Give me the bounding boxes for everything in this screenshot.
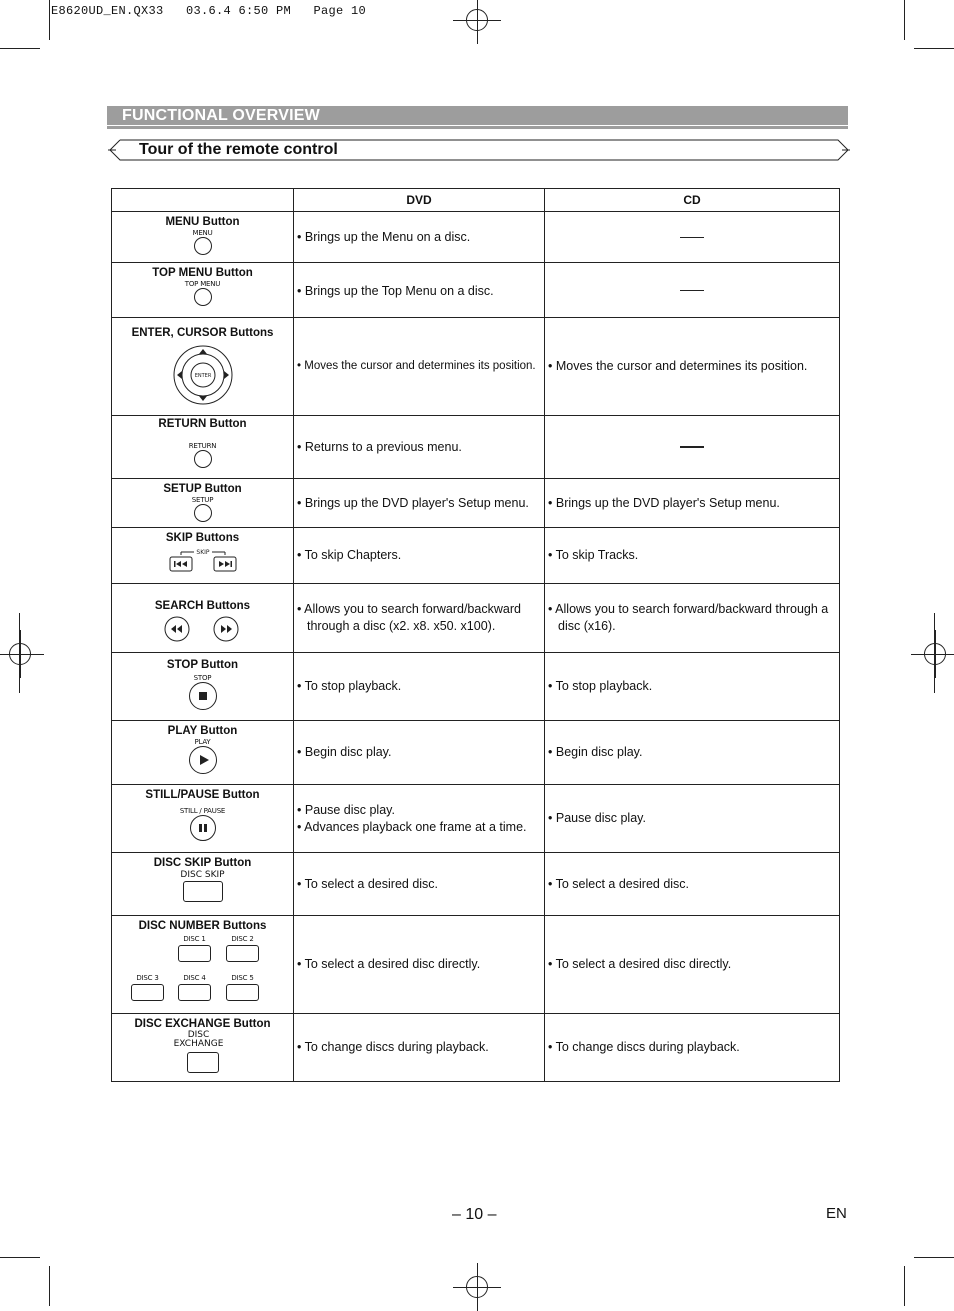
setup-button-icon xyxy=(194,504,212,522)
cd-cell xyxy=(545,416,840,479)
cd-description: • To select a desired disc directly. xyxy=(548,957,732,971)
cd-cell xyxy=(545,853,840,916)
table-row xyxy=(112,1014,840,1082)
not-applicable-dash xyxy=(680,237,704,238)
dvd-description: • To skip Chapters. xyxy=(297,548,402,562)
dvd-cell xyxy=(294,916,545,1014)
stop-button-icon xyxy=(189,682,217,710)
button-cell xyxy=(112,916,294,1014)
button-cell xyxy=(112,212,294,263)
button-name: DISC NUMBER Buttons xyxy=(138,920,267,932)
header-cell-cd: CD xyxy=(545,189,840,212)
button-name: SETUP Button xyxy=(163,483,242,495)
cd-cell xyxy=(545,653,840,721)
header-cell-dvd: DVD xyxy=(294,189,545,212)
cd-cell xyxy=(545,721,840,785)
subsection-title: Tour of the remote control xyxy=(139,141,338,158)
dvd-cell xyxy=(294,721,545,785)
cd-cell xyxy=(545,318,840,416)
registration-mark xyxy=(9,643,31,665)
button-name: SEARCH Buttons xyxy=(154,600,251,612)
dvd-description: • Advances playback one frame at a time. xyxy=(297,819,527,834)
button-name: STILL/PAUSE Button xyxy=(145,789,260,801)
dvd-description: • To select a desired disc directly. xyxy=(297,957,481,971)
button-cell xyxy=(112,479,294,528)
table-row xyxy=(112,916,840,1014)
table-row xyxy=(112,721,840,785)
disc-number-buttons-icon: DISC 1 DISC 2 DISC 3 DISC 4 DISC 5 xyxy=(123,933,283,1007)
cd-description: • Brings up the DVD player's Setup menu. xyxy=(548,495,780,510)
button-name: TOP MENU Button xyxy=(152,267,253,279)
button-cell xyxy=(112,1014,294,1082)
language-code: EN xyxy=(826,1205,847,1222)
cd-description: • Moves the cursor and determines its position. xyxy=(548,359,808,373)
dvd-description: • Brings up the Menu on a disc. xyxy=(297,229,471,244)
button-label: SETUP xyxy=(191,496,214,504)
cd-cell xyxy=(545,584,840,653)
cd-description: • To skip Tracks. xyxy=(548,548,639,562)
return-button-icon xyxy=(194,450,212,468)
crop-mark xyxy=(0,48,40,49)
dvd-cell xyxy=(294,479,545,528)
cd-cell xyxy=(545,785,840,853)
table-row xyxy=(112,653,840,721)
play-button-icon xyxy=(189,746,217,774)
table-row xyxy=(112,416,840,479)
cd-cell xyxy=(545,479,840,528)
registration-mark xyxy=(466,1276,488,1298)
dvd-cell xyxy=(294,318,545,416)
dvd-description: • To change discs during playback. xyxy=(297,1040,489,1054)
button-name: DISC EXCHANGE Button xyxy=(134,1018,271,1030)
dvd-cell xyxy=(294,785,545,853)
cd-description: • To change discs during playback. xyxy=(548,1040,740,1054)
button-name: STOP Button xyxy=(166,659,239,671)
print-slug: E8620UD_EN.QX33 03.6.4 6:50 PM Page 10 xyxy=(51,4,367,18)
table-row xyxy=(112,528,840,584)
button-label: STOP xyxy=(193,674,212,682)
cd-cell xyxy=(545,1014,840,1082)
skip-buttons-icon xyxy=(168,546,238,574)
button-label: PLAY xyxy=(194,738,211,746)
functional-overview-table xyxy=(111,188,840,1082)
dvd-cell xyxy=(294,1014,545,1082)
registration-mark xyxy=(924,643,946,665)
dvd-cell xyxy=(294,528,545,584)
top-menu-button-icon xyxy=(194,288,212,306)
table-row xyxy=(112,212,840,263)
table-row xyxy=(112,263,840,318)
search-buttons-icon xyxy=(163,614,243,644)
dvd-cell xyxy=(294,653,545,721)
section-header-underline xyxy=(107,126,848,129)
pause-button-icon xyxy=(190,815,216,841)
not-applicable-dash xyxy=(680,446,704,448)
button-name: ENTER, CURSOR Buttons xyxy=(131,327,274,339)
button-label: DISC EXCHANGE xyxy=(173,1030,224,1049)
button-cell xyxy=(112,318,294,416)
button-name: RETURN Button xyxy=(158,418,247,430)
cd-description: • Pause disc play. xyxy=(548,811,646,825)
cd-cell xyxy=(545,916,840,1014)
dvd-description: • Returns to a previous menu. xyxy=(297,439,462,454)
button-label: TOP MENU xyxy=(184,280,221,288)
button-label: RETURN xyxy=(188,442,217,450)
cursor-pad-icon xyxy=(171,344,235,406)
button-cell xyxy=(112,721,294,785)
crop-mark xyxy=(0,1257,40,1258)
disc-skip-button-icon xyxy=(183,881,223,902)
table-header-row xyxy=(112,189,840,212)
button-label: MENU xyxy=(192,229,213,237)
page-number: – 10 – xyxy=(452,1206,497,1223)
menu-button-icon xyxy=(194,237,212,255)
button-label: DISC SKIP xyxy=(180,870,225,880)
cd-description: • Allows you to search forward/backward through a disc (x16). xyxy=(548,602,829,633)
table-row xyxy=(112,318,840,416)
button-cell xyxy=(112,416,294,479)
dvd-description: • Moves the cursor and determines its position. xyxy=(297,360,536,372)
dvd-description: • Brings up the DVD player's Setup menu. xyxy=(297,495,529,510)
dvd-description: • Pause disc play. xyxy=(297,802,395,817)
crop-mark xyxy=(49,0,50,40)
button-cell xyxy=(112,584,294,653)
dvd-cell xyxy=(294,584,545,653)
dvd-description: • To select a desired disc. xyxy=(297,876,439,891)
button-label: STILL / PAUSE xyxy=(179,807,226,815)
crop-mark xyxy=(49,1266,50,1306)
button-cell xyxy=(112,785,294,853)
button-cell xyxy=(112,528,294,584)
dvd-description: • Brings up the Top Menu on a disc. xyxy=(297,284,494,298)
button-name: SKIP Buttons xyxy=(165,532,240,544)
crop-mark xyxy=(904,0,905,40)
dvd-cell xyxy=(294,263,545,318)
cd-cell xyxy=(545,212,840,263)
section-title: FUNCTIONAL OVERVIEW xyxy=(122,107,320,124)
button-cell xyxy=(112,263,294,318)
dvd-cell xyxy=(294,416,545,479)
button-name: DISC SKIP Button xyxy=(153,857,252,869)
table-row xyxy=(112,479,840,528)
enter-label: ENTER xyxy=(194,373,211,379)
crop-mark xyxy=(904,1266,905,1306)
cd-cell xyxy=(545,528,840,584)
crop-mark xyxy=(914,1257,954,1258)
cd-description: • Begin disc play. xyxy=(548,745,643,759)
table-row xyxy=(112,853,840,916)
disc-exchange-button-icon xyxy=(187,1052,219,1073)
table-row xyxy=(112,584,840,653)
dvd-description: • Allows you to search forward/backward through a disc (x2. x8. x50. x100). xyxy=(297,602,521,633)
cd-description: • To select a desired disc. xyxy=(548,876,690,891)
crop-mark xyxy=(914,48,954,49)
table-row xyxy=(112,785,840,853)
header-cell-button xyxy=(112,189,294,212)
dvd-cell xyxy=(294,212,545,263)
svg-text:SKIP: SKIP xyxy=(195,549,210,556)
dvd-cell xyxy=(294,853,545,916)
dvd-description: • To stop playback. xyxy=(297,679,402,693)
button-name: PLAY Button xyxy=(167,725,238,737)
registration-mark xyxy=(466,9,488,31)
button-cell xyxy=(112,653,294,721)
cd-description: • To stop playback. xyxy=(548,679,653,693)
dvd-description: • Begin disc play. xyxy=(297,745,392,759)
cd-cell xyxy=(545,263,840,318)
not-applicable-dash xyxy=(680,290,704,291)
button-cell xyxy=(112,853,294,916)
button-name: MENU Button xyxy=(165,216,240,228)
